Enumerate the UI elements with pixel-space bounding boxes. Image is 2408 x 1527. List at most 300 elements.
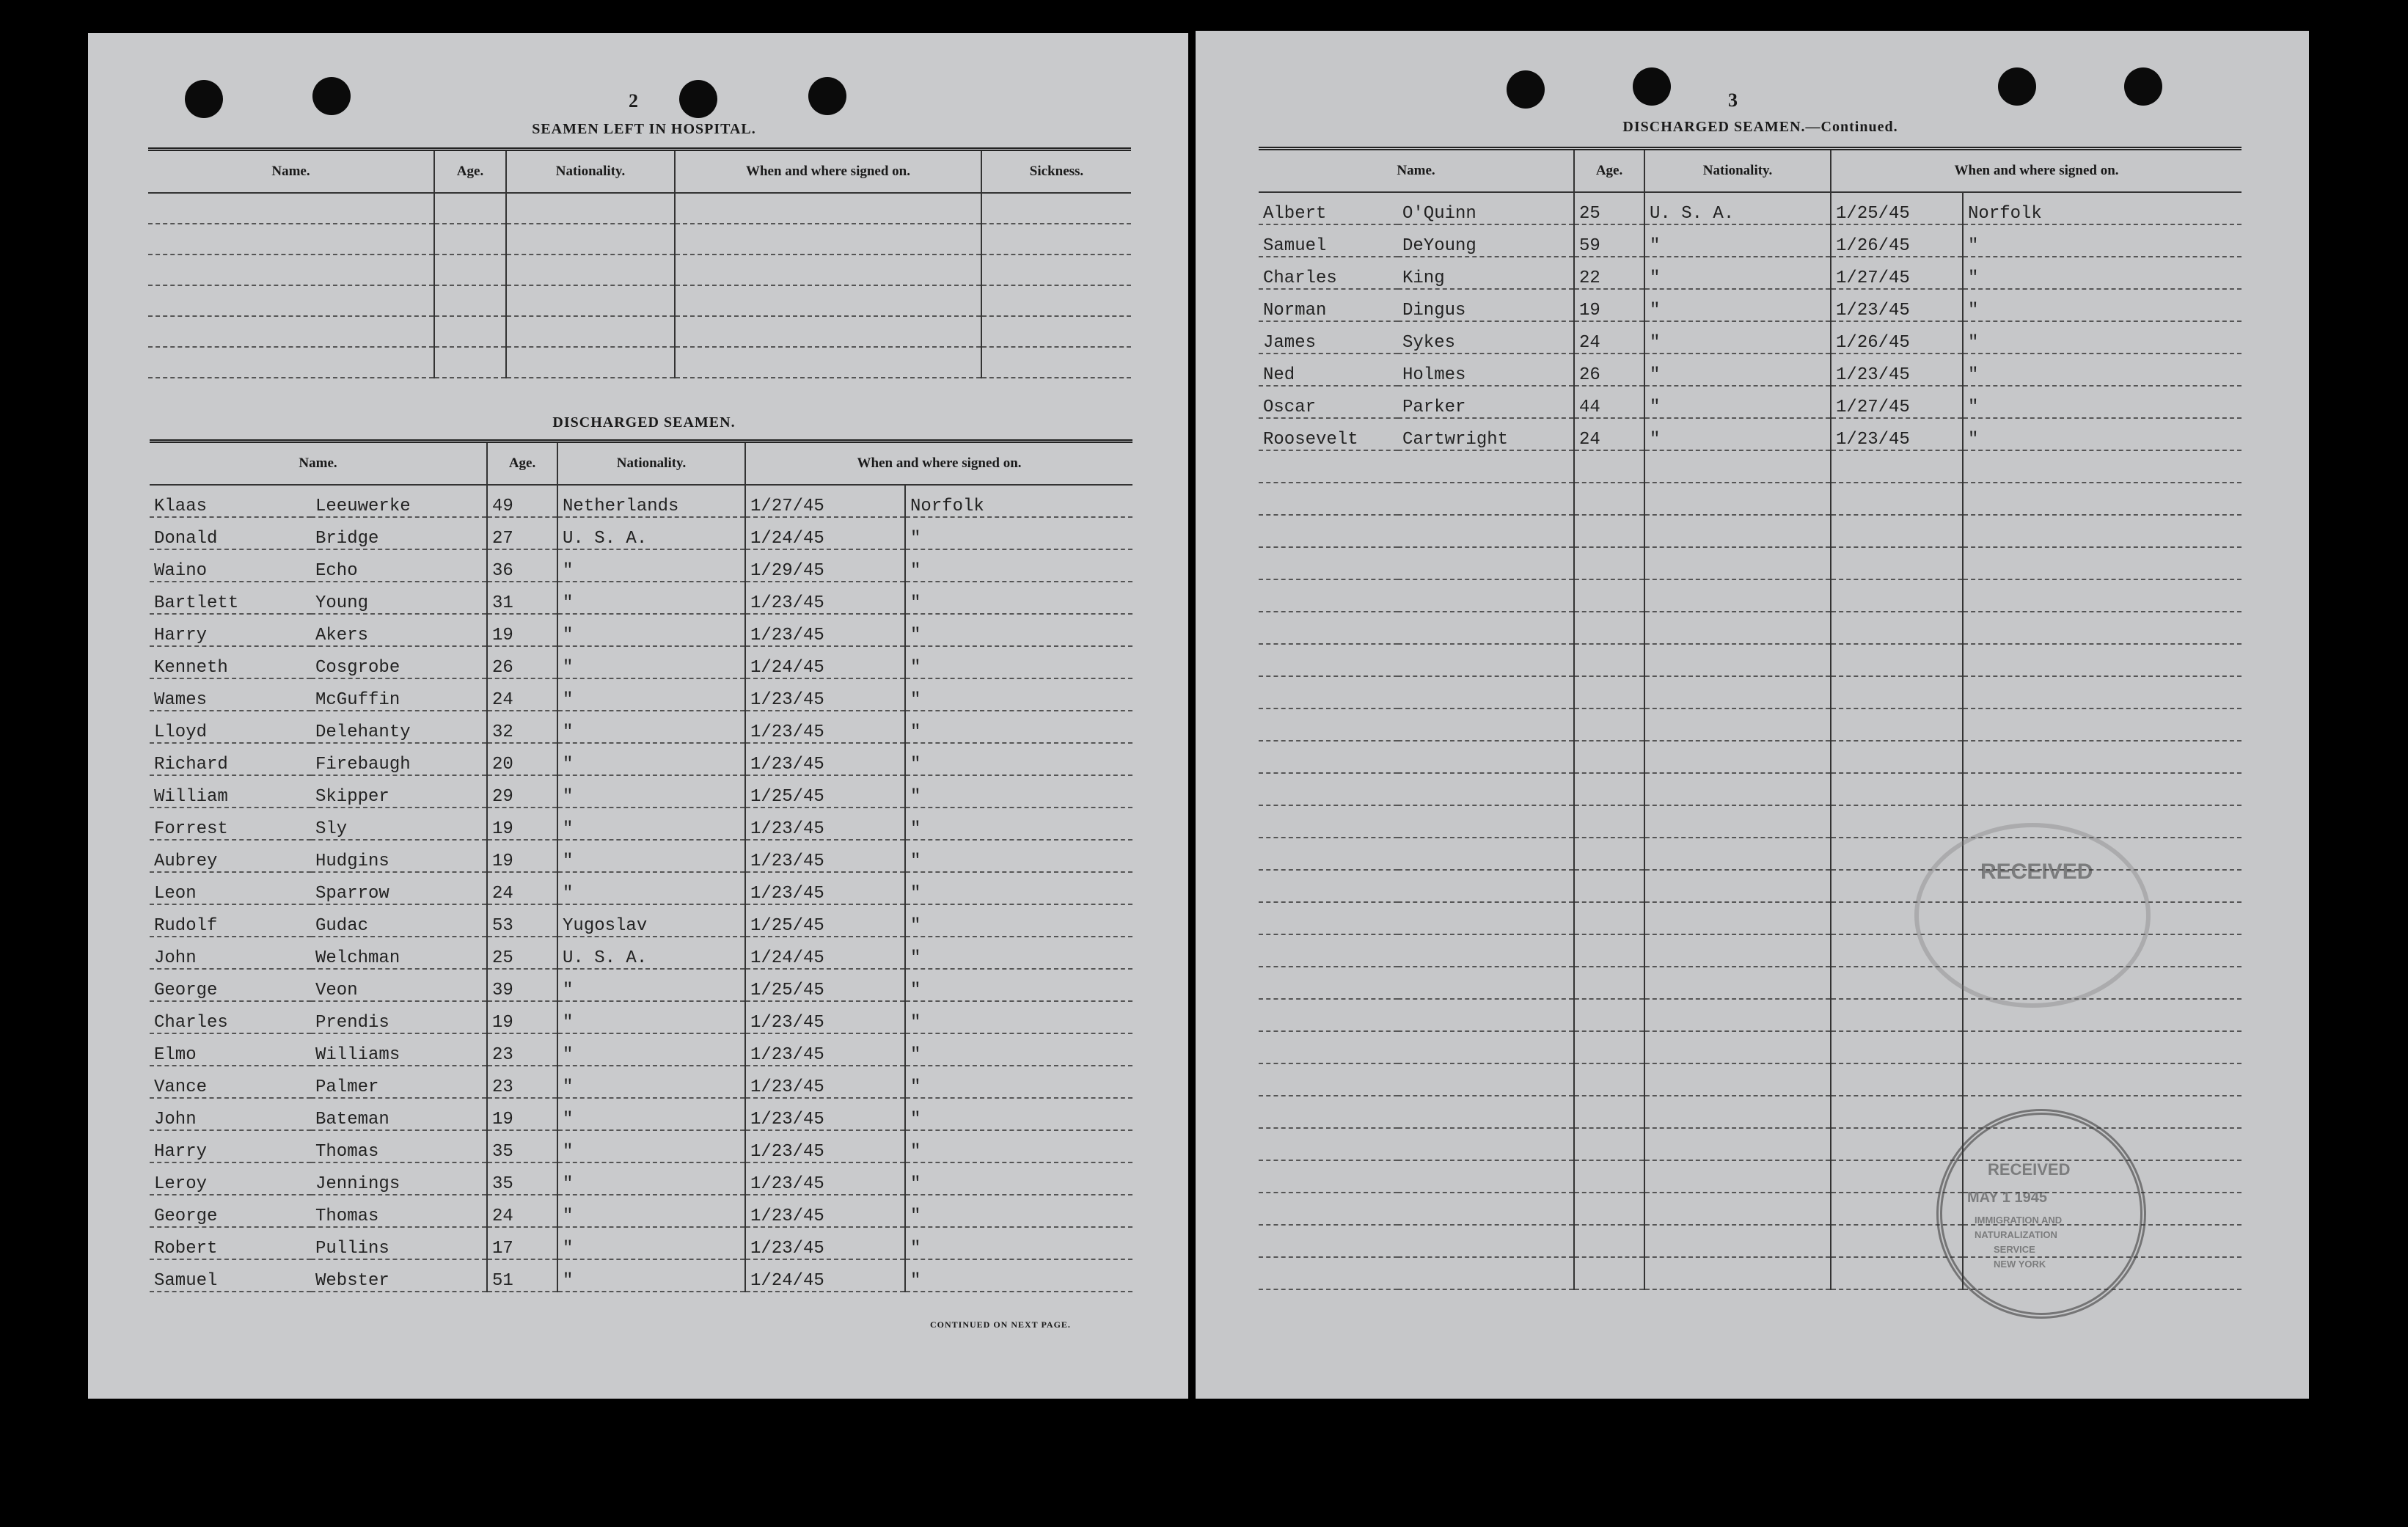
cell-blank	[1574, 708, 1644, 741]
hospital-table	[148, 147, 1131, 378]
hospital-section-title: SEAMEN LEFT IN HOSPITAL.	[532, 121, 756, 137]
cell-blank	[1398, 1096, 1574, 1128]
cell-blank	[1398, 1193, 1574, 1225]
cell-blank	[1259, 1063, 1398, 1096]
table-row	[1259, 321, 2242, 354]
cell-age: 19	[487, 1001, 557, 1033]
cell-blank	[1398, 902, 1574, 934]
cell-name-last: Palmer	[311, 1066, 487, 1098]
cell-age: 32	[487, 711, 557, 743]
cell-blank	[1831, 708, 1963, 741]
cell-blank	[675, 316, 981, 347]
cell-name-last: Sykes	[1398, 321, 1574, 354]
cell-age: 24	[1574, 418, 1644, 450]
cell-date: 1/23/45	[745, 1066, 905, 1098]
cell-date: 1/23/45	[745, 614, 905, 646]
cell-place: "	[905, 1227, 1132, 1259]
discharged-header-name: Name.	[150, 442, 487, 486]
cell-blank	[1398, 870, 1574, 902]
cell-place: "	[1963, 386, 2242, 418]
cell-blank	[1644, 934, 1831, 967]
cell-nationality: "	[557, 1033, 745, 1066]
cell-nationality: Netherlands	[557, 485, 745, 517]
cell-blank	[1963, 450, 2242, 483]
hospital-header-age: Age.	[434, 150, 506, 194]
cell-name-first: Leroy	[150, 1162, 311, 1195]
table-row	[150, 904, 1132, 937]
cell-blank	[1398, 1160, 1574, 1193]
cell-name-first: George	[150, 969, 311, 1001]
cell-nationality: "	[557, 582, 745, 614]
table-row	[1259, 547, 2242, 579]
table-row	[1259, 386, 2242, 418]
cell-blank	[148, 285, 434, 316]
cell-nationality: "	[1644, 257, 1831, 289]
table-row	[150, 969, 1132, 1001]
cell-place: "	[905, 678, 1132, 711]
cell-place: "	[905, 840, 1132, 872]
received-stamp-faint	[1914, 823, 2151, 1008]
cell-blank	[1259, 483, 1398, 515]
cell-blank	[1574, 741, 1644, 773]
right-page	[1196, 31, 2309, 1399]
cell-blank	[506, 316, 675, 347]
cell-name-first: Richard	[150, 743, 311, 775]
cell-name-last: Thomas	[311, 1130, 487, 1162]
cell-nationality: "	[557, 872, 745, 904]
cell-name-last: Gudac	[311, 904, 487, 937]
cell-place: "	[905, 1130, 1132, 1162]
cell-blank	[1259, 1128, 1398, 1160]
cell-name-last: DeYoung	[1398, 224, 1574, 257]
cell-blank	[1963, 1063, 2242, 1096]
table-row	[1259, 708, 2242, 741]
cell-nationality: "	[1644, 224, 1831, 257]
cell-nationality: "	[557, 1259, 745, 1292]
cell-blank	[1644, 579, 1831, 612]
cell-blank	[1259, 805, 1398, 838]
cell-blank	[434, 285, 506, 316]
cell-name-last: Sparrow	[311, 872, 487, 904]
table-row	[1259, 999, 2242, 1031]
cell-blank	[1259, 708, 1398, 741]
discharged-header-signed-on: When and where signed on.	[745, 442, 1132, 486]
cell-blank	[1574, 1063, 1644, 1096]
stamp-line-received: RECEIVED	[1988, 1160, 2071, 1179]
cell-blank	[1831, 999, 1963, 1031]
cell-nationality: "	[557, 678, 745, 711]
table-row	[150, 1033, 1132, 1066]
cell-blank	[1831, 644, 1963, 676]
cell-blank	[1644, 1257, 1831, 1289]
table-row	[150, 1259, 1132, 1292]
cell-blank	[1574, 579, 1644, 612]
cell-blank	[1574, 450, 1644, 483]
cell-blank	[981, 347, 1131, 378]
cell-date: 1/23/45	[745, 840, 905, 872]
punch-hole	[312, 77, 351, 115]
cell-name-last: Thomas	[311, 1195, 487, 1227]
cell-age: 35	[487, 1130, 557, 1162]
cell-age: 19	[487, 614, 557, 646]
cell-blank	[1259, 902, 1398, 934]
continued-header-age: Age.	[1574, 149, 1644, 193]
cell-blank	[1398, 708, 1574, 741]
hospital-header-sickness: Sickness.	[981, 150, 1131, 194]
table-row	[150, 582, 1132, 614]
cell-blank	[1831, 676, 1963, 708]
hospital-header-signed-on: When and where signed on.	[675, 150, 981, 194]
cell-blank	[434, 254, 506, 285]
cell-blank	[675, 347, 981, 378]
cell-name-last: Pullins	[311, 1227, 487, 1259]
cell-name-first: Leon	[150, 872, 311, 904]
cell-place: "	[1963, 224, 2242, 257]
cell-blank	[1644, 1193, 1831, 1225]
cell-blank	[1831, 579, 1963, 612]
cell-place: "	[905, 743, 1132, 775]
cell-name-last: Webster	[311, 1259, 487, 1292]
cell-blank	[1644, 999, 1831, 1031]
cell-name-first: Donald	[150, 517, 311, 549]
cell-age: 25	[1574, 192, 1644, 224]
table-row	[1259, 483, 2242, 515]
cell-place: "	[905, 775, 1132, 808]
discharged-header-nationality: Nationality.	[557, 442, 745, 486]
cell-blank	[1963, 515, 2242, 547]
table-row	[1259, 354, 2242, 386]
cell-name-last: Veon	[311, 969, 487, 1001]
cell-nationality: "	[557, 1130, 745, 1162]
cell-age: 59	[1574, 224, 1644, 257]
table-row	[150, 872, 1132, 904]
cell-blank	[506, 285, 675, 316]
cell-place: "	[905, 1001, 1132, 1033]
cell-blank	[1398, 999, 1574, 1031]
cell-blank	[1574, 483, 1644, 515]
cell-blank	[506, 193, 675, 224]
cell-blank	[506, 347, 675, 378]
table-row	[150, 775, 1132, 808]
cell-nationality: "	[557, 1098, 745, 1130]
cell-blank	[1398, 838, 1574, 870]
cell-name-last: Hudgins	[311, 840, 487, 872]
cell-blank	[1831, 1096, 1963, 1128]
cell-blank	[1398, 450, 1574, 483]
cell-blank	[1398, 579, 1574, 612]
cell-date: 1/24/45	[745, 517, 905, 549]
cell-blank	[1831, 450, 1963, 483]
table-row	[150, 485, 1132, 517]
cell-place: "	[905, 646, 1132, 678]
cell-blank	[1574, 1128, 1644, 1160]
cell-nationality: "	[1644, 386, 1831, 418]
cell-blank	[148, 193, 434, 224]
cell-place: "	[905, 969, 1132, 1001]
cell-blank	[1831, 805, 1963, 838]
continued-header-name: Name.	[1259, 149, 1574, 193]
cell-blank	[1644, 1128, 1831, 1160]
cell-blank	[148, 254, 434, 285]
cell-place: "	[905, 872, 1132, 904]
cell-name-first: James	[1259, 321, 1398, 354]
cell-place: "	[905, 904, 1132, 937]
cell-blank	[1259, 967, 1398, 999]
cell-blank	[981, 254, 1131, 285]
cell-name-first: Lloyd	[150, 711, 311, 743]
cell-age: 24	[487, 1195, 557, 1227]
cell-nationality: "	[557, 614, 745, 646]
cell-place: "	[1963, 354, 2242, 386]
cell-blank	[1644, 515, 1831, 547]
cell-name-last: Cosgrobe	[311, 646, 487, 678]
cell-blank	[1259, 676, 1398, 708]
table-row	[1259, 1031, 2242, 1063]
cell-nationality: "	[557, 549, 745, 582]
punch-hole	[185, 80, 223, 118]
cell-name-first: Albert	[1259, 192, 1398, 224]
cell-blank	[1963, 741, 2242, 773]
cell-place: "	[1963, 418, 2242, 450]
table-row	[150, 840, 1132, 872]
cell-nationality: "	[557, 969, 745, 1001]
cell-blank	[1644, 1096, 1831, 1128]
cell-age: 26	[487, 646, 557, 678]
cell-blank	[1259, 999, 1398, 1031]
cell-blank	[1644, 612, 1831, 644]
immigration-stamp	[1936, 1109, 2146, 1319]
left-page	[88, 33, 1188, 1399]
cell-name-last: Leeuwerke	[311, 485, 487, 517]
cell-name-last: Akers	[311, 614, 487, 646]
cell-blank	[434, 193, 506, 224]
punch-hole	[2124, 67, 2162, 106]
cell-blank	[506, 224, 675, 254]
cell-age: 53	[487, 904, 557, 937]
continued-note: CONTINUED ON NEXT PAGE.	[930, 1319, 1071, 1330]
stamp-line-2: NATURALIZATION	[1975, 1229, 2057, 1240]
cell-name-first: Bartlett	[150, 582, 311, 614]
cell-date: 1/26/45	[1831, 224, 1963, 257]
table-row	[148, 285, 1131, 316]
cell-blank	[1259, 741, 1398, 773]
stamp-line-4: NEW YORK	[1994, 1259, 2046, 1270]
cell-blank	[1963, 1031, 2242, 1063]
stamp-line-date: MAY 1 1945	[1967, 1190, 2047, 1206]
cell-date: 1/25/45	[745, 904, 905, 937]
cell-blank	[1831, 612, 1963, 644]
page-number: 2	[629, 90, 638, 111]
hospital-header-name: Name.	[148, 150, 434, 194]
discharged-continued-title: DISCHARGED SEAMEN.—Continued.	[1622, 119, 1898, 135]
punch-hole	[1507, 70, 1545, 109]
cell-blank	[1644, 967, 1831, 999]
cell-blank	[981, 193, 1131, 224]
cell-age: 25	[487, 937, 557, 969]
cell-name-last: Prendis	[311, 1001, 487, 1033]
stamp-line-1: IMMIGRATION AND	[1975, 1215, 2063, 1226]
cell-blank	[1259, 1257, 1398, 1289]
table-row	[1259, 741, 2242, 773]
cell-place: Norfolk	[905, 485, 1132, 517]
cell-blank	[1644, 1160, 1831, 1193]
cell-blank	[1644, 773, 1831, 805]
cell-date: 1/23/45	[745, 678, 905, 711]
cell-name-first: Rudolf	[150, 904, 311, 937]
cell-place: "	[905, 937, 1132, 969]
cell-blank	[1574, 934, 1644, 967]
cell-blank	[675, 285, 981, 316]
cell-blank	[1644, 547, 1831, 579]
cell-blank	[1259, 515, 1398, 547]
cell-blank	[148, 224, 434, 254]
cell-date: 1/23/45	[745, 711, 905, 743]
cell-name-last: McGuffin	[311, 678, 487, 711]
cell-blank	[981, 316, 1131, 347]
cell-blank	[1963, 547, 2242, 579]
cell-blank	[1963, 483, 2242, 515]
cell-blank	[1574, 1160, 1644, 1193]
cell-date: 1/23/45	[745, 1098, 905, 1130]
cell-nationality: "	[557, 1195, 745, 1227]
cell-blank	[1574, 644, 1644, 676]
received-stamp-faint-text: RECEIVED	[1980, 860, 2093, 884]
cell-blank	[1574, 612, 1644, 644]
cell-blank	[1398, 741, 1574, 773]
page-number: 3	[1728, 89, 1738, 111]
cell-nationality: "	[1644, 354, 1831, 386]
cell-nationality: "	[557, 1066, 745, 1098]
cell-blank	[1259, 1160, 1398, 1193]
cell-nationality: "	[557, 1227, 745, 1259]
cell-name-first: George	[150, 1195, 311, 1227]
table-row	[150, 1130, 1132, 1162]
cell-blank	[1259, 870, 1398, 902]
cell-blank	[1644, 805, 1831, 838]
table-row	[1259, 289, 2242, 321]
cell-date: 1/23/45	[745, 808, 905, 840]
cell-blank	[675, 193, 981, 224]
cell-place: "	[905, 549, 1132, 582]
cell-blank	[1963, 773, 2242, 805]
cell-age: 23	[487, 1033, 557, 1066]
cell-blank	[1963, 612, 2242, 644]
cell-date: 1/29/45	[745, 549, 905, 582]
cell-place: "	[905, 1033, 1132, 1066]
cell-age: 20	[487, 743, 557, 775]
cell-date: 1/23/45	[1831, 354, 1963, 386]
table-row	[150, 549, 1132, 582]
cell-name-last: Bridge	[311, 517, 487, 549]
table-row	[148, 193, 1131, 224]
cell-blank	[1831, 547, 1963, 579]
cell-date: 1/23/45	[745, 1195, 905, 1227]
cell-place: "	[905, 517, 1132, 549]
cell-blank	[1398, 483, 1574, 515]
discharged-continued-table	[1259, 147, 2242, 1290]
cell-blank	[675, 224, 981, 254]
cell-name-last: Parker	[1398, 386, 1574, 418]
cell-name-last: Echo	[311, 549, 487, 582]
cell-blank	[434, 316, 506, 347]
cell-date: 1/23/45	[745, 1162, 905, 1195]
stamp-line-3: SERVICE	[1994, 1244, 2035, 1255]
cell-name-last: King	[1398, 257, 1574, 289]
cell-name-last: Welchman	[311, 937, 487, 969]
cell-age: 27	[487, 517, 557, 549]
cell-blank	[1398, 805, 1574, 838]
cell-age: 44	[1574, 386, 1644, 418]
cell-name-last: O'Quinn	[1398, 192, 1574, 224]
cell-name-first: Aubrey	[150, 840, 311, 872]
cell-blank	[1398, 1063, 1574, 1096]
cell-date: 1/23/45	[745, 1130, 905, 1162]
cell-blank	[1398, 515, 1574, 547]
cell-blank	[1644, 870, 1831, 902]
cell-blank	[1831, 1257, 1963, 1289]
table-row	[1259, 612, 2242, 644]
cell-date: 1/27/45	[1831, 257, 1963, 289]
table-row	[1259, 515, 2242, 547]
cell-blank	[1398, 1225, 1574, 1257]
cell-blank	[1259, 1193, 1398, 1225]
cell-age: 35	[487, 1162, 557, 1195]
discharged-section-title: DISCHARGED SEAMEN.	[552, 414, 736, 431]
cell-blank	[1574, 999, 1644, 1031]
cell-blank	[1259, 838, 1398, 870]
cell-place: "	[905, 808, 1132, 840]
cell-date: 1/24/45	[745, 646, 905, 678]
cell-blank	[434, 224, 506, 254]
cell-blank	[1398, 644, 1574, 676]
cell-nationality: "	[557, 1001, 745, 1033]
cell-age: 17	[487, 1227, 557, 1259]
cell-place: "	[905, 1066, 1132, 1098]
cell-place: "	[905, 711, 1132, 743]
table-row	[150, 614, 1132, 646]
cell-name-first: Harry	[150, 614, 311, 646]
cell-name-first: Samuel	[1259, 224, 1398, 257]
cell-name-first: John	[150, 937, 311, 969]
cell-blank	[1644, 483, 1831, 515]
cell-blank	[1574, 547, 1644, 579]
cell-blank	[1963, 579, 2242, 612]
table-row	[150, 1098, 1132, 1130]
table-row	[148, 254, 1131, 285]
cell-place: "	[905, 582, 1132, 614]
cell-date: 1/23/45	[745, 582, 905, 614]
cell-blank	[1398, 547, 1574, 579]
cell-date: 1/23/45	[745, 1227, 905, 1259]
cell-name-first: Waino	[150, 549, 311, 582]
cell-place: "	[905, 614, 1132, 646]
cell-age: 19	[487, 808, 557, 840]
cell-nationality: "	[557, 646, 745, 678]
cell-nationality: "	[557, 775, 745, 808]
cell-place: "	[905, 1098, 1132, 1130]
cell-age: 24	[487, 678, 557, 711]
punch-hole	[679, 80, 717, 118]
cell-name-last: Skipper	[311, 775, 487, 808]
cell-blank	[1398, 773, 1574, 805]
cell-blank	[1574, 870, 1644, 902]
cell-name-first: Charles	[1259, 257, 1398, 289]
table-row	[1259, 773, 2242, 805]
cell-name-first: Wames	[150, 678, 311, 711]
cell-blank	[1644, 450, 1831, 483]
cell-blank	[1259, 644, 1398, 676]
cell-age: 31	[487, 582, 557, 614]
